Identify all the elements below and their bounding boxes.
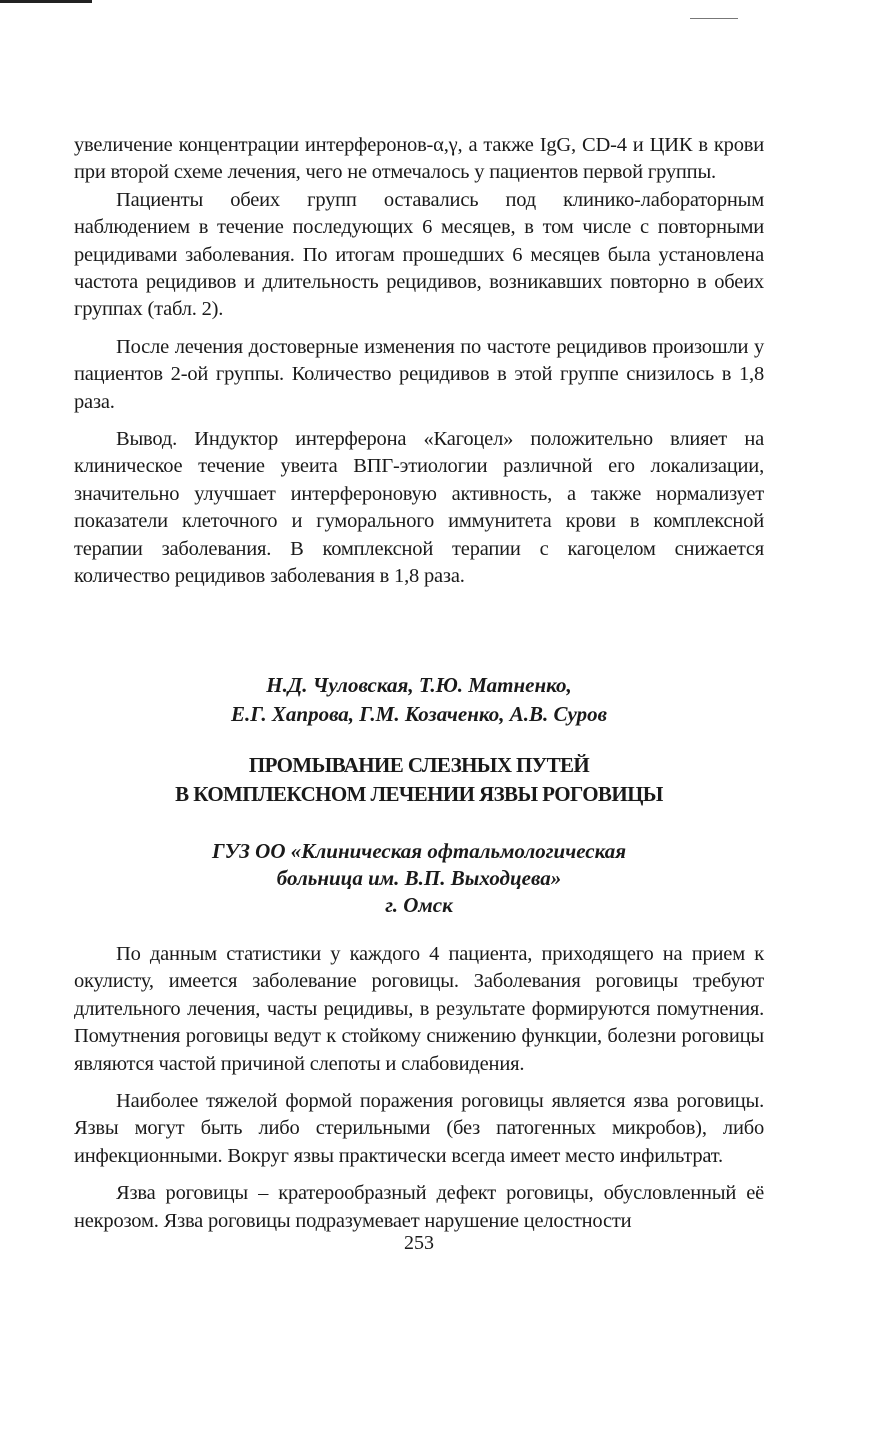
paragraph: После лечения достоверные изменения по частоте рецидивов произошли у пациентов 2-ой группы. Количество рецидивов в этой группе снизилось в 1,8 раза.	[74, 335, 764, 413]
paragraph: Наиболее тяжелой формой поражения роговицы является язва роговицы. Язвы могут быть либо стерильными (без патогенных микробов), либо инфекционными. Вокруг язвы практически всегда имеет место инфильтрат.	[74, 1090, 764, 1167]
article-title	[74, 751, 764, 809]
paragraph: Пациенты обеих групп оставались под клинико-лабораторным наблюдением в течение последующих 6 месяцев, в том числе с повторными рецидивами заболевания. По итогам прошедших 6 месяцев была установлена частота рецидивов и длительность рецидивов, возникавших повторно в обеих группах (табл. 2).	[74, 188, 764, 321]
article-institution	[74, 838, 764, 919]
paragraph: Вывод. Индуктор интерферона «Кагоцел» положительно влияет на клиническое течение увеита ВПГ-этиологии различной его локализации, значительно улучшает интерфероновую активность, а также нормализует показатели клеточного и гуморального иммунитета крови в комплексной терапии заболевания. В комплексной терапии с кагоцелом снижается количество рецидивов заболевания в 1,8 раза.	[74, 428, 764, 588]
article-authors	[74, 671, 764, 729]
authors-line: Е.Г. Хапрова, Г.М. Козаченко, А.В. Суров	[231, 702, 607, 726]
paragraph: По данным статистики у каждого 4 пациента, приходящего на прием к окулисту, имеется заболевание роговицы. Заболевания роговицы требуют длительного лечения, часты рецидивы, в результате формируются помутнения. Помутнения роговицы ведут к стойкому снижению функции, болезни роговицы являются частой причиной слепоты и слабовидения.	[74, 943, 764, 1075]
authors-line: Н.Д. Чуловская, Т.Ю. Матненко,	[266, 673, 572, 697]
paragraph: увеличение концентрации интерферонов-α,γ, а также IgG, CD-4 и ЦИК в крови при второй схеме лечения, чего не отмечалось у пациентов первой группы.	[74, 134, 764, 184]
institution-line: ГУЗ ОО «Клиническая офтальмологическая	[211, 839, 627, 863]
scan-edge-mark	[0, 0, 92, 3]
scan-edge-mark-right	[690, 18, 738, 19]
title-line: В КОМПЛЕКСНОМ ЛЕЧЕНИИ ЯЗВЫ РОГОВИЦЫ	[175, 782, 663, 806]
page-number: 253	[404, 1232, 434, 1254]
institution-line: больница им. В.П. Выходцева»	[276, 866, 562, 890]
title-line: ПРОМЫВАНИЕ СЛЕЗНЫХ ПУТЕЙ	[248, 753, 590, 777]
previous-article-conclusion	[74, 132, 764, 591]
paragraph: Язва роговицы – кратерообразный дефект роговицы, обусловленный её некрозом. Язва роговицы подразумевает нарушение целостности	[74, 1182, 764, 1232]
article-body	[74, 941, 764, 1235]
institution-city: г. Омск	[385, 893, 453, 917]
